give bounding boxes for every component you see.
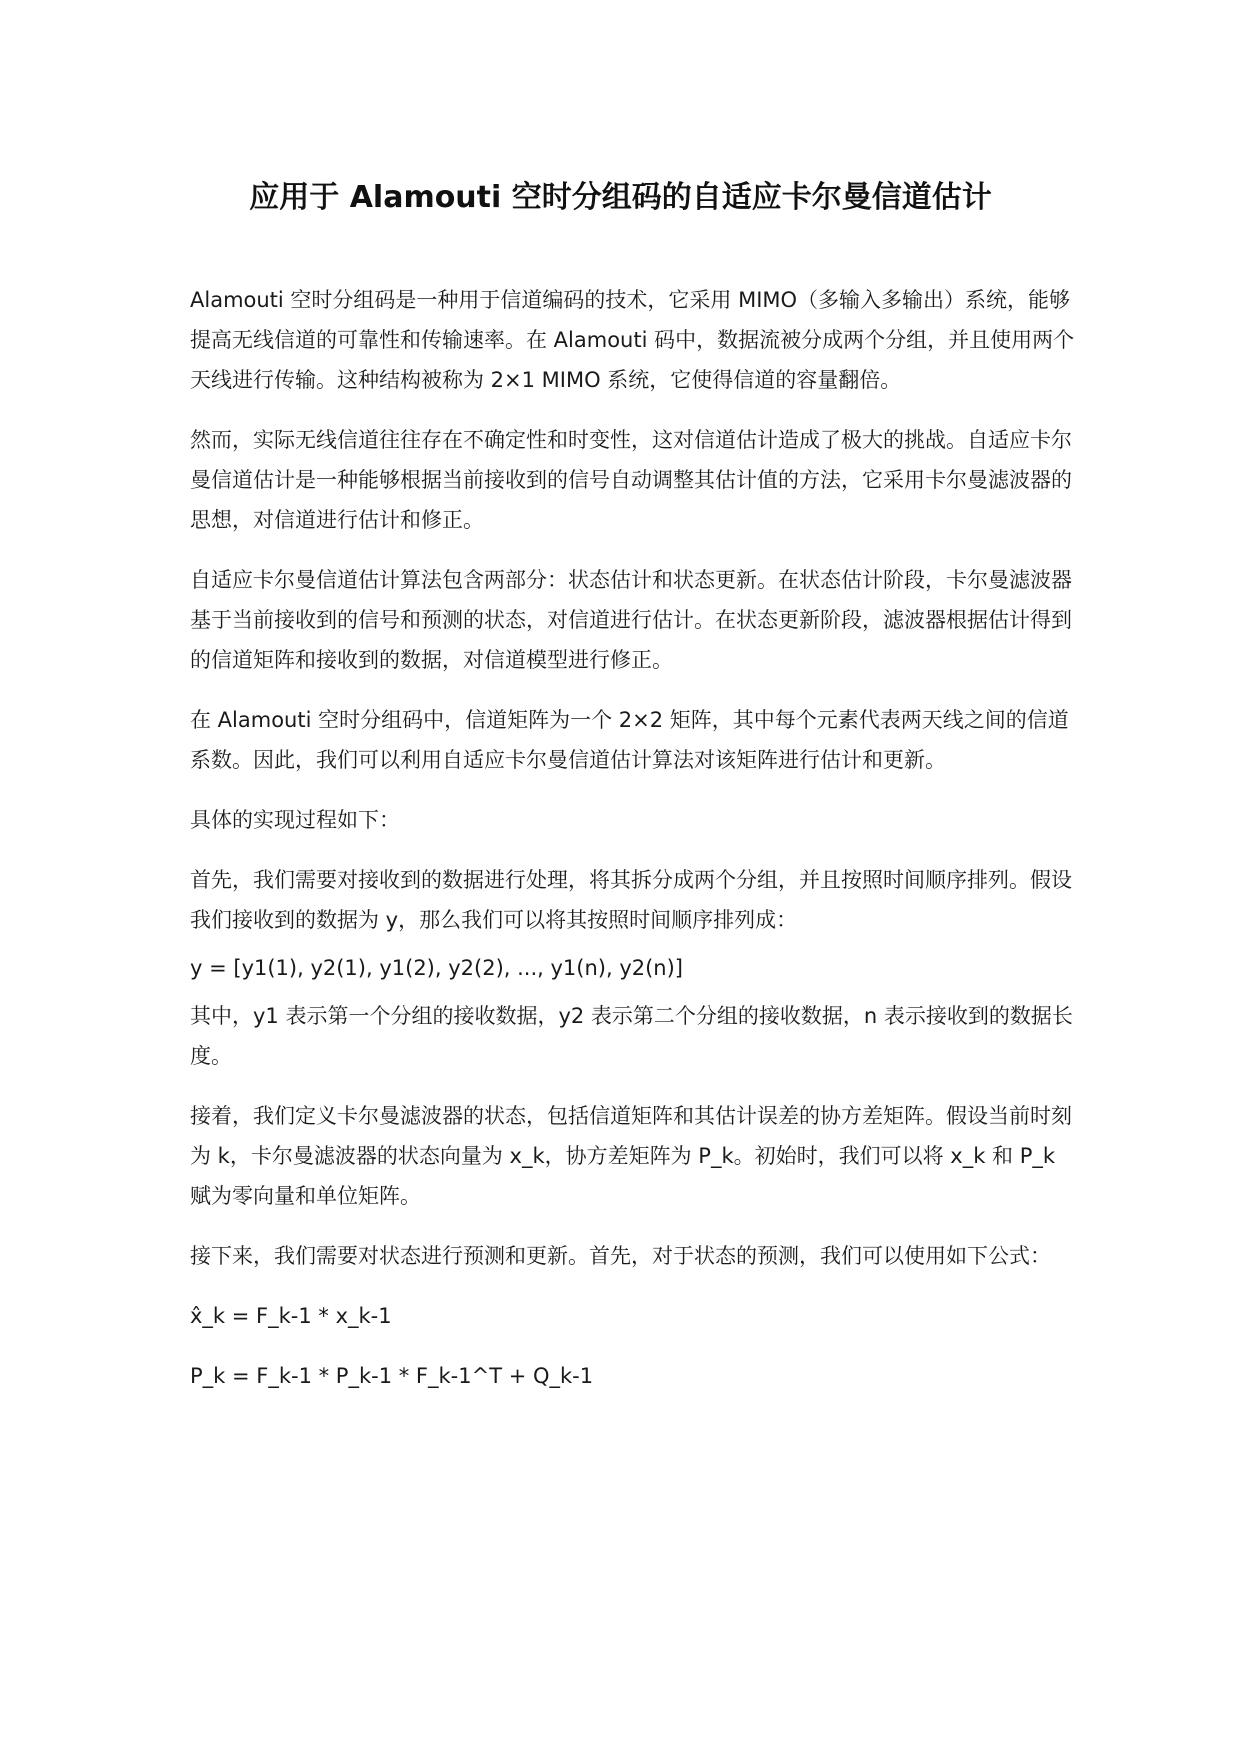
formula-received-data: y = [y1(1), y2(1), y1(2), y2(2), ..., y1(n), y2(n)]: [190, 956, 683, 980]
paragraph-intro: Alamouti 空时分组码是一种用于信道编码的技术，它采用 MIMO（多输入多输出）系统，能够提高无线信道的可靠性和传输速率。在 Alamouti 码中，数据流被分成两个分组，并且使用两个天线进行传输。这种结构被称为 2×1 MIMO 系统，它使得信道的容量翻倍。: [190, 288, 1075, 392]
formula-state-prediction: x̂_k = F_k-1 * x_k-1: [190, 1304, 392, 1328]
paragraph-channel-matrix: 在 Alamouti 空时分组码中，信道矩阵为一个 2×2 矩阵，其中每个元素代表两天线之间的信道系数。因此，我们可以利用自适应卡尔曼信道估计算法对该矩阵进行估计和更新。: [190, 708, 1069, 772]
paragraph-kalman-state: 接着，我们定义卡尔曼滤波器的状态，包括信道矩阵和其估计误差的协方差矩阵。假设当前时刻为 k，卡尔曼滤波器的状态向量为 x_k，协方差矩阵为 P_k。初始时，我们可以将 x_k 和 P_k 赋为零向量和单位矩阵。: [190, 1104, 1072, 1208]
document-title: 应用于 Alamouti 空时分组码的自适应卡尔曼信道估计: [249, 180, 992, 215]
paragraph-algorithm: 自适应卡尔曼信道估计算法包含两部分：状态估计和状态更新。在状态估计阶段，卡尔曼滤波器基于当前接收到的信号和预测的状态，对信道进行估计。在状态更新阶段，滤波器根据估计得到的信道矩阵和接收到的数据，对信道模型进行修正。: [190, 568, 1072, 672]
paragraph-prediction-intro: 接下来，我们需要对状态进行预测和更新。首先，对于状态的预测，我们可以使用如下公式：: [190, 1244, 1051, 1268]
formula-covariance-prediction: P_k = F_k-1 * P_k-1 * F_k-1^T + Q_k-1: [190, 1364, 594, 1388]
paragraph-challenge: 然而，实际无线信道往往存在不确定性和时变性，这对信道估计造成了极大的挑战。自适应卡尔曼信道估计是一种能够根据当前接收到的信号自动调整其估计值的方法，它采用卡尔曼滤波器的思想，对信道进行估计和修正。: [190, 428, 1072, 532]
paragraph-step-one: 首先，我们需要对接收到的数据进行处理，将其拆分成两个分组，并且按照时间顺序排列。假设我们接收到的数据为 y，那么我们可以将其按照时间顺序排列成：: [190, 868, 1072, 932]
paragraph-definitions: 其中，y1 表示第一个分组的接收数据，y2 表示第二个分组的接收数据，n 表示接收到的数据长度。: [190, 1004, 1073, 1068]
paragraph-implementation-intro: 具体的实现过程如下：: [190, 808, 400, 832]
document-body: [190, 280, 1080, 1416]
